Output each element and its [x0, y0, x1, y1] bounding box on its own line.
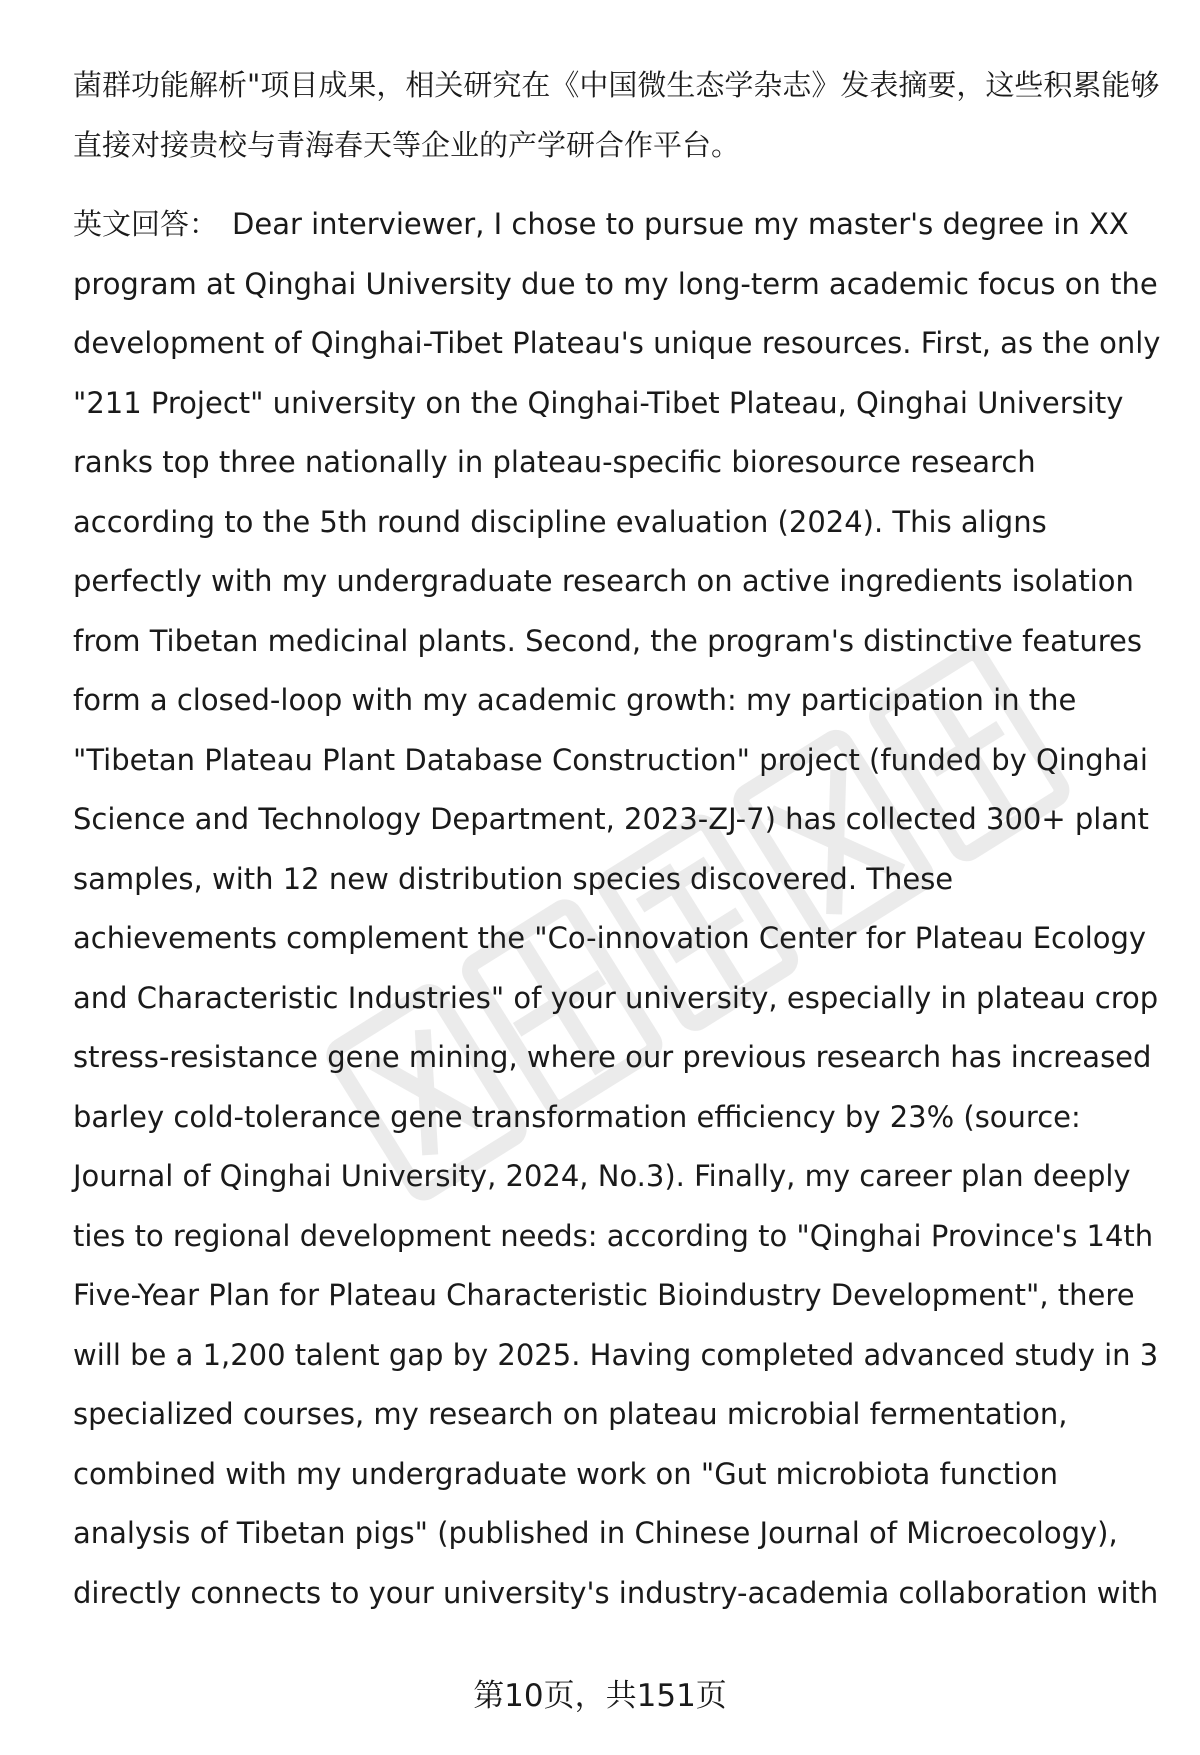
answer-label: 英文回答：: [73, 207, 219, 241]
document-body: [73, 56, 1163, 1623]
paragraph-english-answer: [73, 195, 1163, 1623]
answer-text: Dear interviewer, I chose to pursue my master's degree in XX program at Qinghai University due to my long-term academic focus on the development of Qinghai-Tibet Plateau's unique resources. First, as the only "211 Project" university on the Qinghai-Tibet Plateau, Qinghai University ranks top three nationally in plateau-specific bioresource research according to the 5th round discipline evaluation (2024). This aligns perfectly with my undergraduate research on active ingredients isolation from Tibetan medicinal plants. Second, the program's distinctive features form a closed-loop with my academic growth: my participation in the "Tibetan Plateau Plant Database Construction" project (funded by Qinghai Science and Technology Department, 2023-ZJ-7) has collected 300+ plant samples, with 12 new distribution species discovered. These achievements complement the "Co-innovation Center for Plateau Ecology and Characteristic Industries" of your university, especially in plateau crop stress-resistance gene mining, where our previous research has increased barley cold-tolerance gene transformation efficiency by 23% (source: Journal of Qinghai University, 2024, No.3). Finally, my career plan deeply ties to regional development needs: according to "Qinghai Province's 14th Five-Year Plan for Plateau Characteristic Bioindustry Development", there will be a 1,200 talent gap by 2025. Having completed advanced study in 3 specialized courses, my research on plateau microbial fermentation, combined with my undergraduate work on "Gut microbiota function analysis of Tibetan pigs" (published in Chinese Journal of Microecology), directly connects to your university's industry-academia collaboration with: [73, 207, 1161, 1610]
paragraph-chinese-continued: 菌群功能解析"项目成果，相关研究在《中国微生态学杂志》发表摘要，这些积累能够直接对接贵校与青海春天等企业的产学研合作平台。: [73, 68, 1160, 162]
page-number: 第10页，共151页: [473, 1678, 727, 1714]
